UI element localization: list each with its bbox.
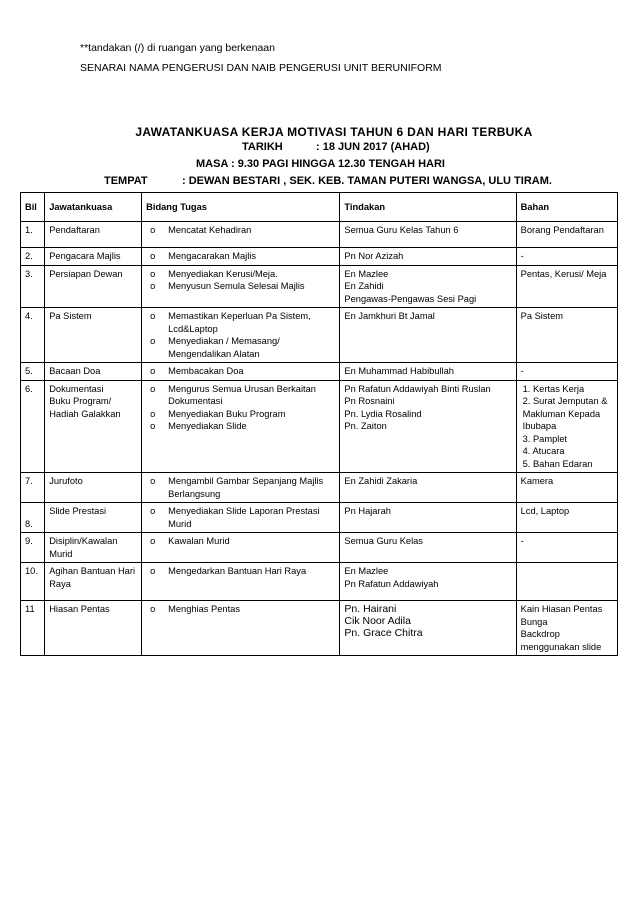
cell-line: Hadiah Galakkan — [49, 408, 121, 419]
cell-tindakan — [340, 563, 516, 601]
cell-bil: 5. — [21, 363, 45, 381]
cell-bahan — [516, 248, 617, 266]
table-body — [21, 222, 618, 656]
cell-line: En Muhammad Habibullah — [344, 366, 454, 376]
cell-line: En Mazlee — [344, 566, 389, 576]
cell-bil: 10. — [21, 563, 45, 601]
task-item — [146, 310, 335, 335]
table-row — [21, 222, 618, 248]
cell-line: Pn. Grace Chitra — [344, 627, 423, 639]
task-text: Mengambil Gambar Sepanjang Majlis Berlangsung — [168, 476, 324, 499]
cell-bidang-tugas — [142, 380, 340, 473]
cell-line: Lcd, Laptop — [520, 506, 570, 516]
col-header-bidang-tugas: Bidang Tugas — [142, 193, 340, 222]
cell-bil: 2. — [21, 248, 45, 266]
task-item — [146, 280, 335, 293]
cell-bil: 3. — [21, 265, 45, 308]
committee-table — [20, 192, 618, 656]
task-item — [146, 250, 335, 263]
table-row — [21, 601, 618, 656]
cell-bidang-tugas — [142, 265, 340, 308]
cell-line: Kain Hiasan Pentas — [520, 604, 603, 614]
cell-bahan — [516, 473, 617, 503]
cell-jawatankuasa — [45, 265, 142, 308]
task-text: Menyediakan Slide — [168, 421, 247, 431]
cell-jawatankuasa — [45, 363, 142, 381]
task-text: Mengurus Semua Urusan Berkaitan Dokumentasi — [168, 383, 316, 406]
task-item — [146, 335, 335, 360]
table-row — [21, 363, 618, 381]
task-text: Menyediakan / Memasang/ Mengendalikan Alatan — [168, 336, 280, 359]
bullet-icon: o — [150, 281, 156, 291]
col-header-bahan: Bahan — [516, 193, 617, 222]
bullet-icon: o — [150, 421, 156, 431]
cell-line: - — [520, 251, 524, 261]
cell-line: Pa Sistem — [520, 311, 564, 321]
bullet-icon: o — [150, 268, 156, 279]
cell-line: Disiplin/Kawalan Murid — [49, 536, 118, 559]
bullet-icon: o — [150, 383, 156, 394]
cell-line: Pengawas-Pengawas Sesi Pagi — [344, 293, 477, 304]
cell-bahan — [516, 601, 617, 656]
tarikh-label: TARIKH — [242, 141, 283, 153]
task-item — [146, 408, 335, 421]
cell-line: Pentas, Kerusi/ Meja — [520, 268, 607, 279]
cell-jawatankuasa — [45, 563, 142, 601]
bullet-icon: o — [150, 566, 156, 576]
cell-bidang-tugas — [142, 363, 340, 381]
cell-jawatankuasa — [45, 222, 142, 248]
bullet-icon: o — [150, 506, 156, 516]
tempat-line — [0, 175, 638, 190]
cell-tindakan — [340, 222, 516, 248]
cell-bidang-tugas — [142, 222, 340, 248]
cell-line: Pengacara Majlis — [49, 251, 121, 261]
cell-bahan — [516, 503, 617, 533]
cell-bidang-tugas — [142, 563, 340, 601]
task-text: Mengedarkan Bantuan Hari Raya — [168, 566, 307, 576]
bullet-icon: o — [150, 336, 156, 346]
bullet-icon: o — [150, 366, 156, 376]
cell-bil: 6. — [21, 380, 45, 473]
cell-line: - — [520, 536, 524, 546]
cell-line: Borang Pendaftaran — [520, 225, 604, 235]
bullet-icon: o — [150, 251, 156, 261]
cell-bahan — [516, 222, 617, 248]
cell-line: En Zahidi Zakaria — [344, 476, 418, 486]
table-row — [21, 563, 618, 601]
masa-line — [0, 158, 638, 173]
cell-line: En Jamkhuri Bt Jamal — [344, 311, 435, 321]
task-item — [146, 420, 335, 433]
cell-line: Pn. Zaiton — [344, 421, 387, 431]
cell-line: Bunga — [520, 616, 548, 627]
cell-bahan — [516, 308, 617, 363]
tarikh-line — [0, 141, 638, 156]
cell-jawatankuasa — [45, 308, 142, 363]
cell-jawatankuasa — [45, 248, 142, 266]
cell-bidang-tugas — [142, 308, 340, 363]
cell-line: Agihan Bantuan Hari Raya — [49, 566, 136, 589]
cell-line: Pn Rafatun Addawiyah — [344, 578, 439, 589]
cell-bil: 1. — [21, 222, 45, 248]
cell-line: Hiasan Pentas — [49, 604, 110, 614]
cell-bil: 11 — [21, 601, 45, 656]
cell-tindakan — [340, 533, 516, 563]
col-header-tindakan: Tindakan — [340, 193, 516, 222]
col-header-jawatankuasa: Jawatankuasa — [45, 193, 142, 222]
bullet-icon: o — [150, 408, 156, 419]
cell-jawatankuasa — [45, 533, 142, 563]
cell-bahan — [516, 265, 617, 308]
cell-jawatankuasa — [45, 601, 142, 656]
cell-line: Pn Hajarah — [344, 506, 391, 516]
cell-line: En Zahidi — [344, 281, 384, 291]
cell-bidang-tugas — [142, 473, 340, 503]
task-text: Menyediakan Kerusi/Meja. — [168, 268, 278, 279]
cell-line: Buku Program/ — [49, 396, 112, 406]
cell-bidang-tugas — [142, 248, 340, 266]
cell-jawatankuasa — [45, 473, 142, 503]
table-row — [21, 380, 618, 473]
tempat-label: TEMPAT — [104, 175, 148, 187]
cell-bidang-tugas — [142, 503, 340, 533]
cell-tindakan — [340, 473, 516, 503]
cell-line: 4. Atucara — [522, 446, 565, 456]
cell-line: Semua Guru Kelas — [344, 536, 423, 546]
cell-line: Pn Rosnaini — [344, 396, 395, 406]
task-text: Menyediakan Buku Program — [168, 408, 286, 419]
instruction-note: **tandakan (/) di ruangan yang berkenaan — [80, 42, 275, 54]
cell-line: Cik Noor Adila — [344, 615, 411, 627]
cell-tindakan — [340, 380, 516, 473]
cell-line: 1. Kertas Kerja — [522, 383, 585, 394]
top-notes — [80, 38, 442, 78]
task-item — [146, 505, 335, 530]
task-item — [146, 565, 335, 578]
cell-line: Pendaftaran — [49, 225, 100, 235]
cell-line: Kamera — [520, 476, 554, 486]
task-item — [146, 365, 335, 378]
cell-line: - — [520, 366, 524, 376]
table-row — [21, 503, 618, 533]
cell-bahan — [516, 380, 617, 473]
cell-line: Pa Sistem — [49, 311, 92, 321]
table-row — [21, 265, 618, 308]
cell-line: Bacaan Doa — [49, 366, 101, 376]
cell-bidang-tugas — [142, 601, 340, 656]
cell-tindakan — [340, 248, 516, 266]
document-title: JAWATANKUASA KERJA MOTIVASI TAHUN 6 DAN HARI TERBUKA — [135, 125, 533, 139]
cell-line: 3. Pamplet — [522, 433, 568, 444]
cell-tindakan — [340, 308, 516, 363]
cell-line: 5. Bahan Edaran — [522, 458, 593, 469]
cell-bidang-tugas — [142, 533, 340, 563]
tempat-value: : DEWAN BESTARI , SEK. KEB. TAMAN PUTERI WANGSA, ULU TIRAM. — [182, 175, 552, 187]
cell-bil: 4. — [21, 308, 45, 363]
table-row — [21, 248, 618, 266]
cell-jawatankuasa — [45, 503, 142, 533]
task-item — [146, 224, 335, 237]
bullet-icon: o — [150, 604, 156, 614]
table-row — [21, 533, 618, 563]
cell-line: Persiapan Dewan — [49, 268, 123, 279]
cell-bahan — [516, 563, 617, 601]
cell-line: Semua Guru Kelas Tahun 6 — [344, 225, 459, 235]
cell-line: Pn. Hairani — [344, 603, 397, 615]
masa-text: MASA : 9.30 PAGI HINGGA 12.30 TENGAH HARI — [196, 158, 445, 170]
cell-bil: 8. — [21, 503, 45, 533]
bullet-icon: o — [150, 536, 156, 546]
task-text: Membacakan Doa — [168, 366, 244, 376]
cell-line: Pn Rafatun Addawiyah Binti Ruslan — [344, 383, 491, 394]
task-item — [146, 603, 335, 616]
bullet-icon: o — [150, 311, 156, 321]
task-item — [146, 535, 335, 548]
bullet-icon: o — [150, 225, 156, 235]
list-heading: SENARAI NAMA PENGERUSI DAN NAIB PENGERUSI UNIT BERUNIFORM — [80, 62, 442, 74]
table-row — [21, 473, 618, 503]
task-item — [146, 475, 335, 500]
cell-tindakan — [340, 601, 516, 656]
task-text: Menyusun Semula Selesai Majlis — [168, 281, 305, 291]
bullet-icon: o — [150, 476, 156, 486]
task-item — [146, 268, 335, 281]
table-header-row — [21, 193, 618, 222]
task-item — [146, 383, 335, 408]
cell-line: Dokumentasi — [49, 383, 104, 394]
cell-tindakan — [340, 503, 516, 533]
cell-line: En Mazlee — [344, 268, 389, 279]
task-text: Menyediakan Slide Laporan Prestasi Murid — [168, 506, 320, 529]
cell-bil: 9. — [21, 533, 45, 563]
cell-line: Slide Prestasi — [49, 506, 107, 516]
cell-line: 2. Surat Jemputan & Makluman Kepada Ibubapa — [522, 396, 608, 431]
cell-tindakan — [340, 363, 516, 381]
cell-bahan — [516, 533, 617, 563]
task-text: Mencatat Kehadiran — [168, 225, 252, 235]
cell-bil: 7. — [21, 473, 45, 503]
task-text: Mengacarakan Majlis — [168, 251, 256, 261]
document-header — [0, 125, 638, 190]
task-text: Kawalan Murid — [168, 536, 230, 546]
cell-line: Jurufoto — [49, 476, 83, 486]
cell-line: Pn. Lydia Rosalind — [344, 408, 422, 419]
cell-line: Backdrop menggunakan slide — [520, 629, 602, 652]
table-row — [21, 308, 618, 363]
cell-bahan — [516, 363, 617, 381]
task-text: Memastikan Keperluan Pa Sistem, Lcd&Laptop — [168, 311, 311, 334]
task-text: Menghias Pentas — [168, 604, 240, 614]
tarikh-value: : 18 JUN 2017 (AHAD) — [316, 141, 430, 153]
cell-line: Pn Nor Azizah — [344, 251, 404, 261]
cell-jawatankuasa — [45, 380, 142, 473]
col-header-bil: Bil — [21, 193, 45, 222]
cell-tindakan — [340, 265, 516, 308]
